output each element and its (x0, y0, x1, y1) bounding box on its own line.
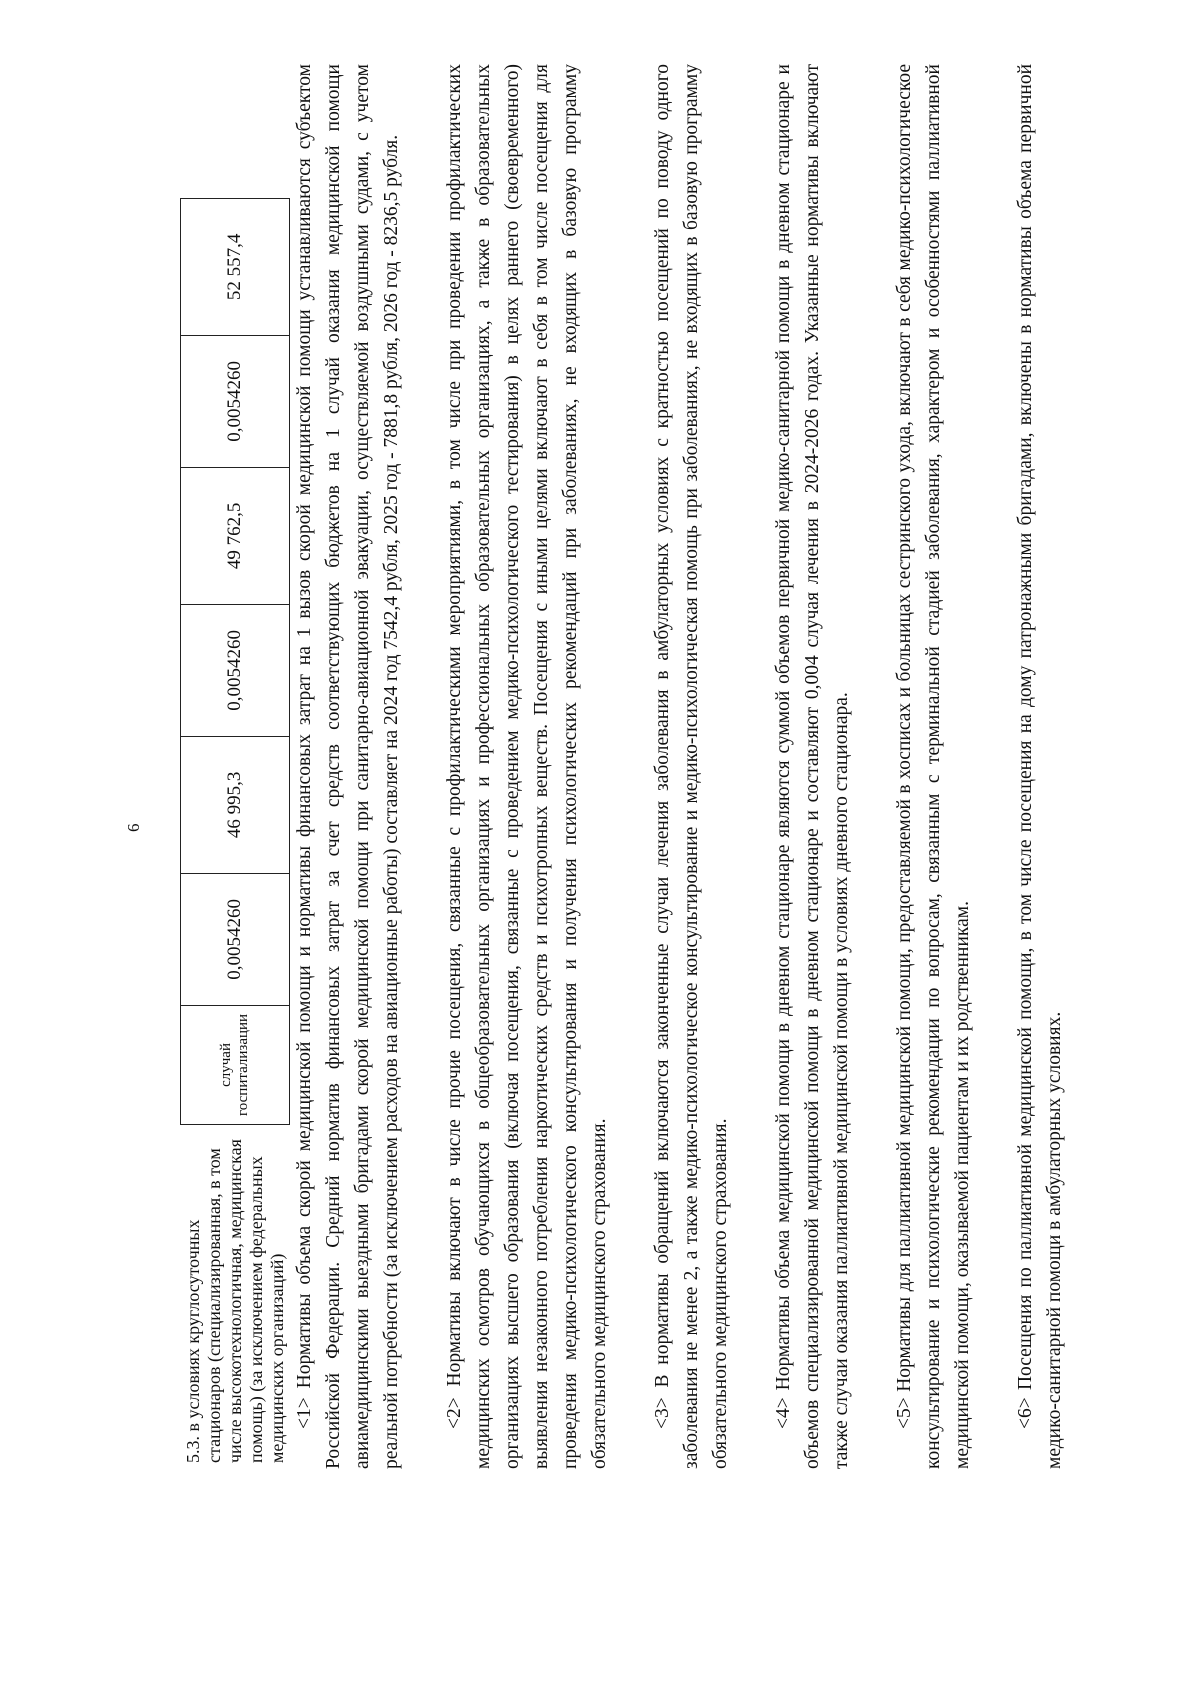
value-cell: 0,0054260 (181, 335, 290, 467)
value-cell: 52 557,4 (181, 198, 290, 335)
footnote: <5> Нормативы для паллиативной медицинской помощи, предоставляемой в хосписах и больницах сестринского ухода, включают в себя медико-психологическое консультирование и психологические рекомендации по вопросам, связанным с терминальной стадией заболевания, характером и особенностями паллиативной медицинской помощи, оказываемой пациентам и их родственникам. (894, 64, 973, 1469)
footnote: <3> В нормативы обращений включаются законченные случаи лечения заболевания в амбулаторных условиях с кратностью посещений по поводу одного заболевания не менее 2, а также медико-психологическое консультирование и медико-психологическая помощь при заболеваниях, не входящих в базовую программу обязательного медицинского страхования. (652, 64, 731, 1469)
row-name-cell: 5.3. в условиях круглосуточных стационаров (специализированная, в том числе высокотехнологичная, медицинская помощь) (за исключением федеральных медицинских организаций) (181, 1125, 290, 1472)
footnote: <1> Нормативы объема скорой медицинской помощи и нормативы финансовых затрат на 1 вызов скорой медицинской помощи устанавливаются субъектом Российской Федерации. Средний норматив финансовых затрат за счет средств соответствующих бюджетов на 1 случай оказания медицинской помощи авиамедицинскими выездными бригадами скорой медицинской помощи при санитарно-авиационной эвакуации, осуществляемой воздушными судами, с учетом реальной потребности (за исключением расходов на авиационные работы) составляет на 2024 год 7542,4 рубля, 2025 год - 7881,8 рубля, 2026 год - 8236,5 рубля. (294, 64, 402, 1469)
value-cell: 0,0054260 (181, 604, 290, 736)
norms-table (180, 198, 290, 1471)
row-unit-cell: случай госпитализации (181, 1005, 290, 1124)
footnotes (290, 64, 1103, 1469)
page-number: 6 (124, 823, 143, 832)
value-cell: 0,0054260 (181, 873, 290, 1005)
value-cell: 46 995,3 (181, 736, 290, 873)
footnote: <4> Нормативы объема медицинской помощи в дневном стационаре являются суммой объемов первичной медико-санитарной помощи в дневном стационаре и объемов специализированной медицинской помощи в дневном стационаре и составляют 0,004 случая лечения в 2024-2026 годах. Указанные нормативы включают также случаи оказания паллиативной медицинской помощи в условиях дневного стационара. (773, 64, 852, 1469)
footnote: <2> Нормативы включают в числе прочие посещения, связанные с профилактическими мероприятиями, в том числе при проведении профилактических медицинских осмотров обучающихся в общеобразовательных организациях и профессиональных образовательных организациях, а также в образовательных организациях высшего образования (включая посещения, связанные с проведением медико-психологического тестирования) в целях раннего (своевременного) выявления незаконного потребления наркотических средств и психотропных веществ. Посещения с иными целями включают в себя в том числе посещения для проведения медико-психологического консультирования и получения психологических рекомендаций при заболеваниях, не входящих в базовую программу обязательного медицинского страхования. (444, 64, 610, 1469)
value-cell: 49 762,5 (181, 467, 290, 604)
table-row (181, 198, 290, 1471)
footnote: <6> Посещения по паллиативной медицинской помощи, в том числе посещения на дому патронажными бригадами, включены в нормативы объема первичной медико-санитарной помощи в амбулаторных условиях. (1015, 64, 1065, 1469)
